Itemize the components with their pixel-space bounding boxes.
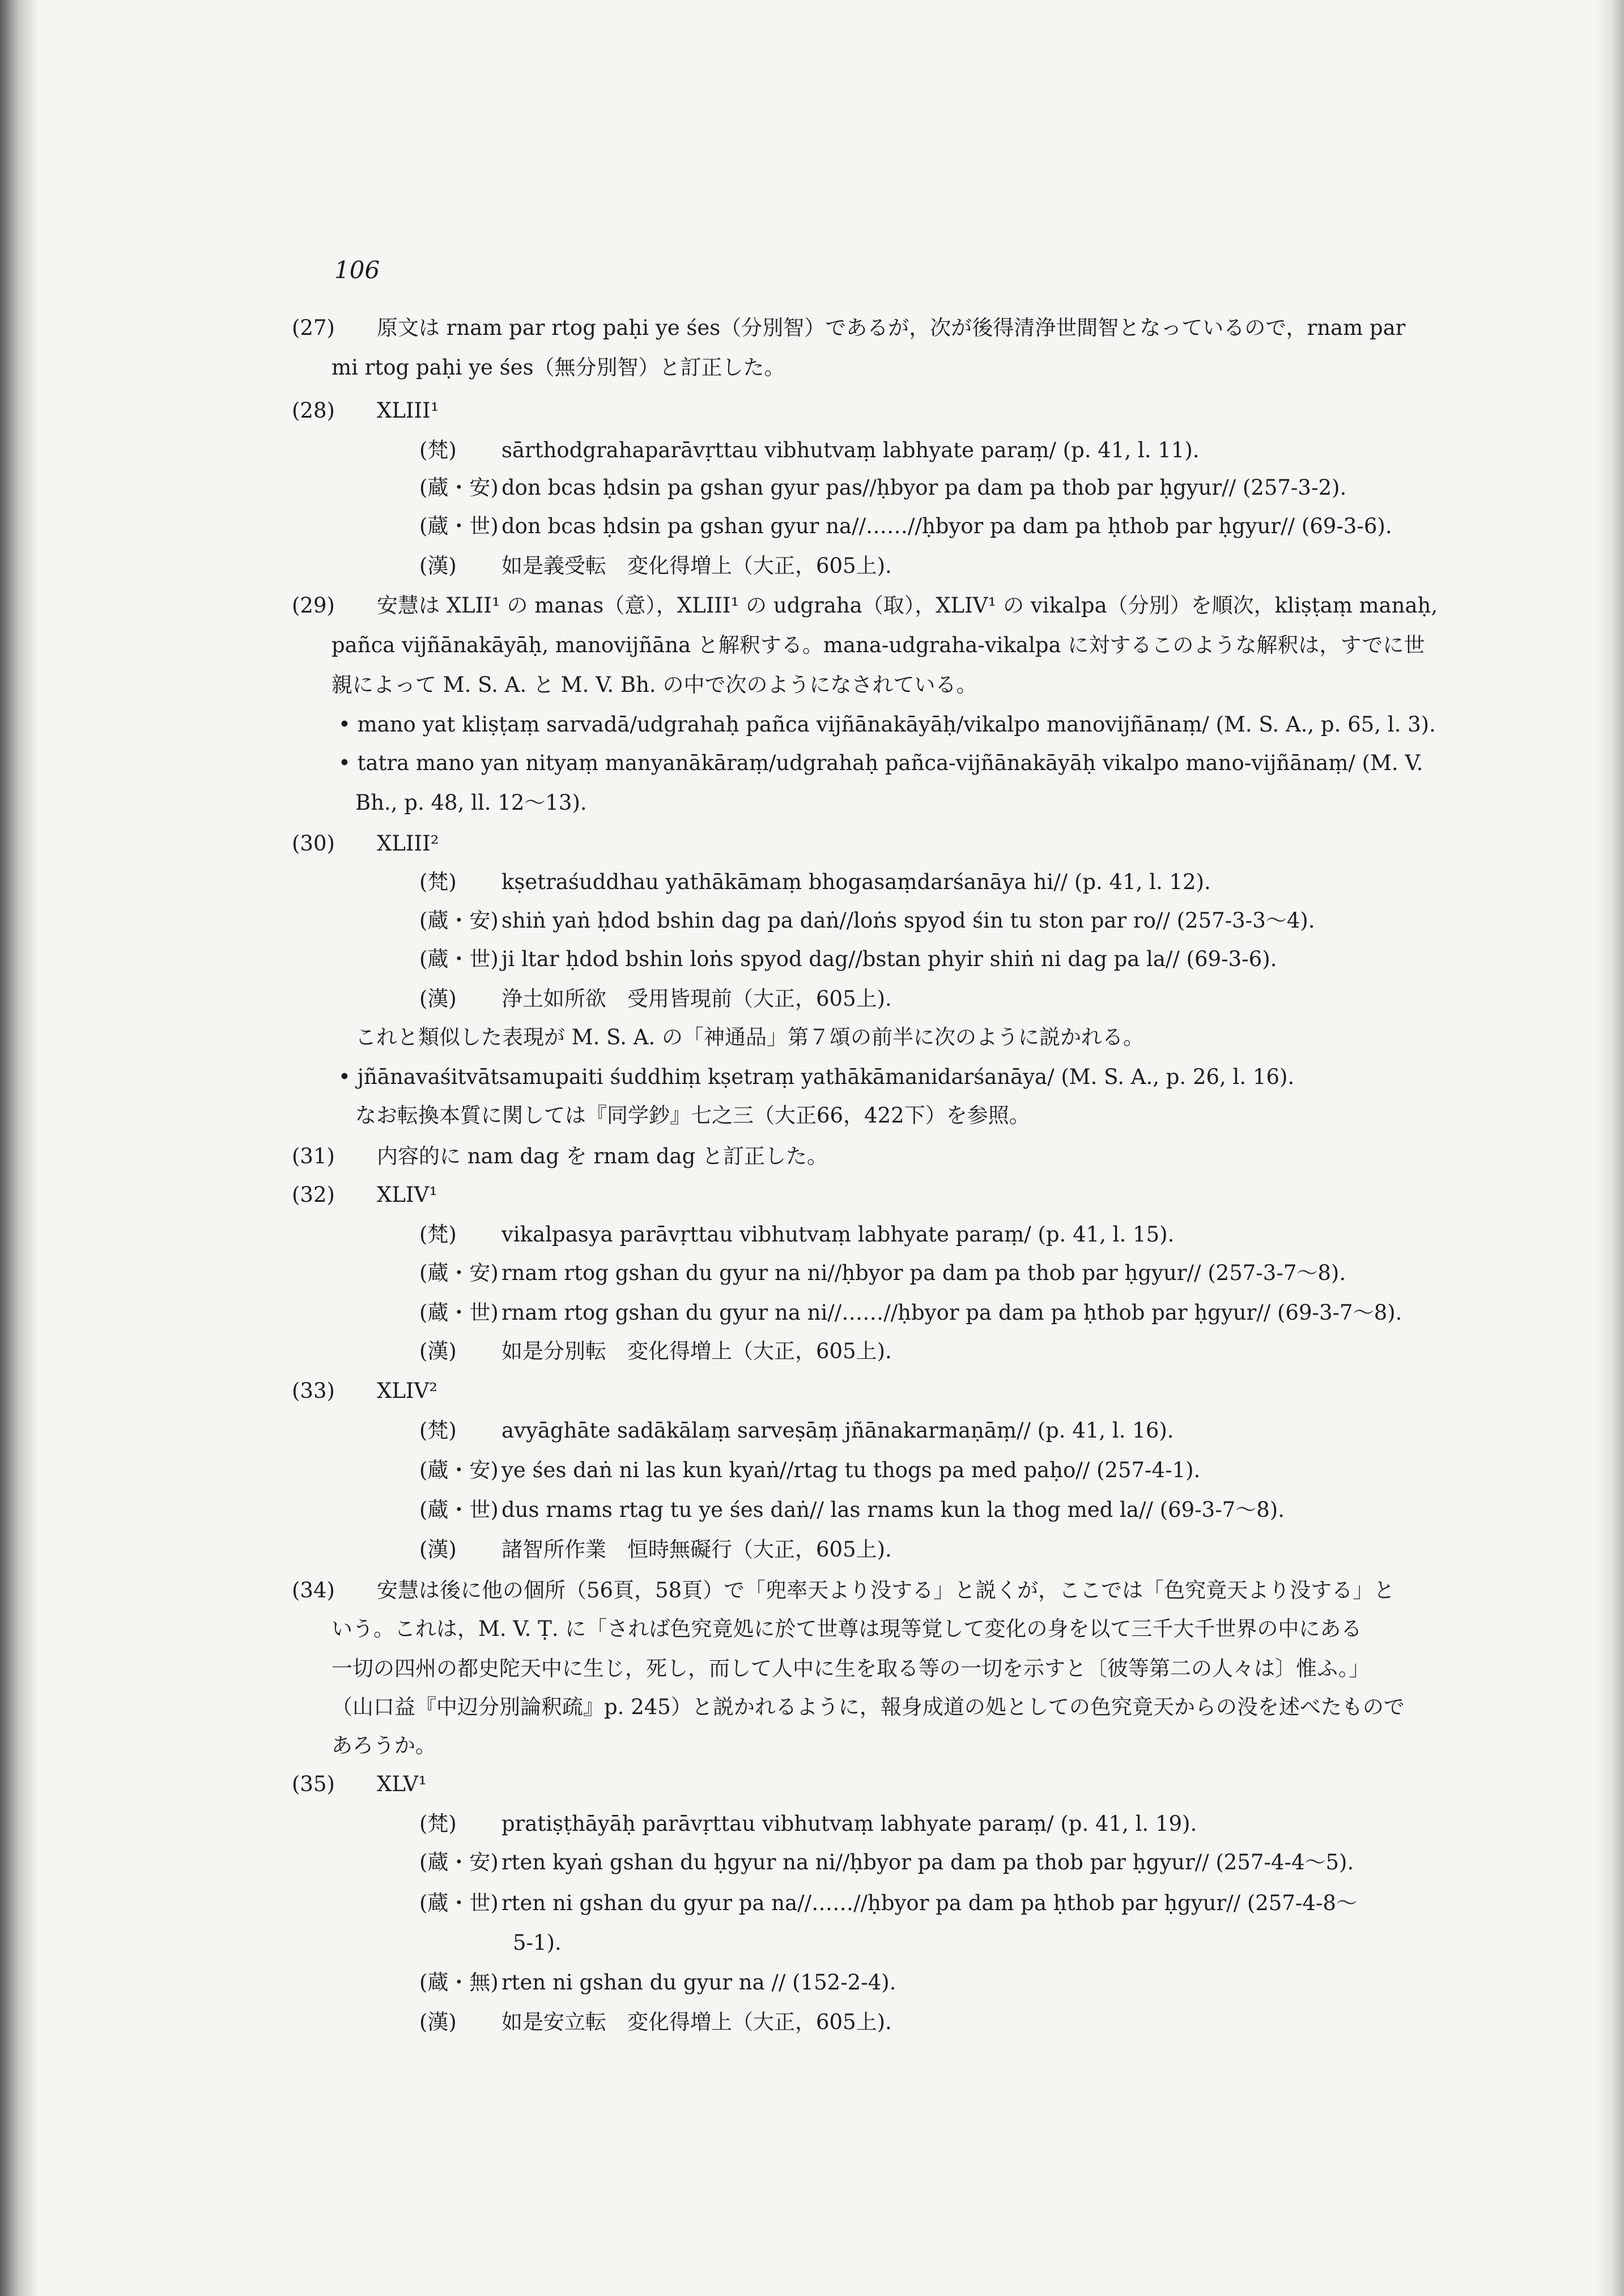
source-text: 浄土如所欲 受用皆現前（大正，605上). (501, 987, 892, 1011)
source-text: don bcas ḥdsin pa gshan gyur pas//ḥbyor pa dam pa thob par ḥgyur// (257-3-2). (501, 475, 1347, 500)
source-text: rten kyaṅ gshan du ḥgyur na ni//ḥbyor pa dam pa thob par ḥgyur// (257-4-4〜5). (501, 1850, 1354, 1874)
note-text: 安慧は XLII¹ の manas（意），XLIII¹ の udgraha（取），XLIV¹ の vikalpa（分別）を順次，kliṣṭaṃ manaḥ, (377, 593, 1438, 618)
source-text: 諸智所作業 恒時無礙行（大正，605上). (501, 1537, 892, 1562)
source-label: (蔵・世) (419, 514, 499, 538)
source-label: (蔵・世) (419, 1300, 499, 1325)
source-label: (蔵・安) (419, 908, 499, 933)
quote-text: • mano yat kliṣṭaṃ sarvadā/udgrahaḥ pañca vijñānakāyāḥ/vikalpo manovijñānaṃ/ (M. S. A., p. 65, l. 3). (338, 712, 1436, 737)
note-text: いう。これは，M. V. Ṭ. に「されば色究竟処に於て世尊は現等覚して変化の身を以て三千大千世界の中にある (331, 1617, 1362, 1641)
source-label: (漢) (419, 2010, 457, 2034)
source-label: (蔵・無) (419, 1970, 499, 1995)
note-number: (35) (292, 1772, 335, 1796)
note-text: あろうか。 (331, 1733, 436, 1758)
note-text: mi rtog paḥi ye śes（無分別智）と訂正した。 (331, 355, 785, 380)
quote-text: • tatra mano yan nityaṃ manyanākāraṃ/udgrahaḥ pañca-vijñānakāyāḥ vikalpo mano-vijñānaṃ/ (M. V. (338, 751, 1423, 775)
note-text: 一切の四州の都史陀天中に生じ，死し，而して人中に生を取る等の一切を示すと〔彼等第二の人々は〕惟ふ。」 (331, 1656, 1370, 1681)
note-text: XLIV² (377, 1379, 438, 1403)
note-text: 内容的に nam dag を rnam dag と訂正した。 (377, 1144, 828, 1168)
quote-text: Bh., p. 48, ll. 12〜13). (355, 790, 587, 815)
source-label: (漢) (419, 1339, 457, 1363)
source-text: avyāghāte sadākālaṃ sarveṣāṃ jñānakarmaṇāṃ// (p. 41, l. 16). (501, 1418, 1174, 1443)
note-text: XLV¹ (377, 1772, 427, 1796)
source-text: don bcas ḥdsin pa gshan gyur na//……//ḥbyor pa dam pa ḥthob par ḥgyur// (69-3-6). (501, 514, 1392, 538)
note-text: 原文は rnam par rtog paḥi ye śes（分別智）であるが，次が後得清浄世間智となっているので，rnam par (377, 316, 1406, 340)
source-label: (漢) (419, 554, 457, 578)
note-text: これと類似した表現が M. S. A. の「神通品」第７頌の前半に次のように説かれる。 (355, 1025, 1144, 1049)
source-text: 如是安立転 変化得増上（大正，605上). (501, 2010, 892, 2034)
note-number: (27) (292, 316, 335, 340)
source-text: dus rnams rtag tu ye śes daṅ// las rnams kun la thog med la// (69-3-7〜8). (501, 1498, 1285, 1522)
source-text: 5-1). (513, 1931, 562, 1955)
source-text: rnam rtog gshan du gyur na ni//……//ḥbyor pa dam pa ḥthob par ḥgyur// (69-3-7〜8). (501, 1300, 1402, 1325)
source-text: vikalpasya parāvṛttau vibhutvaṃ labhyate paraṃ/ (p. 41, l. 15). (501, 1222, 1175, 1247)
note-number: (33) (292, 1379, 335, 1403)
source-text: shiṅ yaṅ ḥdod bshin dag pa daṅ//loṅs spyod śin tu ston par ro// (257-3-3〜4). (501, 908, 1315, 933)
note-text: 安慧は後に他の個所（56頁，58頁）で「兜率天より没する」と説くが，ここでは「色究竟天より没する」と (377, 1578, 1395, 1602)
source-text: 如是分別転 変化得増上（大正，605上). (501, 1339, 892, 1363)
source-label: (漢) (419, 1537, 457, 1562)
note-text: なお転換本質に関しては『同学鈔』七之三（大正66，422下）を参照。 (355, 1103, 1030, 1128)
source-label: (蔵・安) (419, 475, 499, 500)
source-label: (梵) (419, 1222, 457, 1247)
source-label: (蔵・世) (419, 1891, 499, 1915)
source-label: (梵) (419, 870, 457, 894)
source-label: (梵) (419, 1812, 457, 1836)
source-label: (蔵・世) (419, 947, 499, 971)
page-number: 106 (334, 256, 380, 284)
source-text: rten ni gshan du gyur pa na//……//ḥbyor pa dam pa ḥthob par ḥgyur// (257-4-8〜 (501, 1891, 1357, 1915)
note-number: (32) (292, 1183, 335, 1207)
note-number: (34) (292, 1578, 335, 1602)
note-text: 親によって M. S. A. と M. V. Bh. の中で次のようになされている。 (331, 673, 977, 697)
source-label: (蔵・安) (419, 1850, 499, 1874)
source-label: (蔵・安) (419, 1458, 499, 1482)
note-text: XLIII² (377, 831, 439, 856)
source-text: rnam rtog gshan du gyur na ni//ḥbyor pa dam pa thob par ḥgyur// (257-3-7〜8). (501, 1261, 1346, 1285)
scan-edge-left (0, 0, 40, 2296)
source-text: ji ltar ḥdod bshin loṅs spyod dag//bstan phyir shiṅ ni dag pa la// (69-3-6). (501, 947, 1277, 971)
source-text: rten ni gshan du gyur na // (152-2-4). (501, 1970, 896, 1995)
source-text: kṣetraśuddhau yathākāmaṃ bhogasaṃdarśanāya hi// (p. 41, l. 12). (501, 870, 1211, 894)
note-text: （山口益『中辺分別論釈疏』p. 245）と説かれるように，報身成道の処としての色究竟天からの没を述べたもので (331, 1695, 1405, 1719)
source-label: (漢) (419, 987, 457, 1011)
quote-text: • jñānavaśitvātsamupaiti śuddhiṃ kṣetraṃ yathākāmanidarśanāya/ (M. S. A., p. 26, l. 16). (338, 1065, 1295, 1089)
note-number: (30) (292, 831, 335, 856)
source-label: (蔵・世) (419, 1498, 499, 1522)
source-text: pratiṣṭhāyāḥ parāvṛttau vibhutvaṃ labhyate paraṃ/ (p. 41, l. 19). (501, 1812, 1197, 1836)
note-text: XLIV¹ (377, 1183, 438, 1207)
note-text: pañca vijñānakāyāḥ, manovijñāna と解釈する。mana-udgraha-vikalpa に対するこのような解釈は，すでに世 (331, 633, 1425, 657)
note-number: (31) (292, 1144, 335, 1168)
note-number: (29) (292, 593, 335, 618)
source-text: ye śes daṅ ni las kun kyaṅ//rtag tu thogs pa med paḥo// (257-4-1). (501, 1458, 1201, 1482)
source-text: sārthodgrahaparāvṛttau vibhutvaṃ labhyate paraṃ/ (p. 41, l. 11). (501, 438, 1200, 462)
note-text: XLIII¹ (377, 398, 439, 423)
scan-edge-right (1596, 0, 1624, 2296)
source-label: (梵) (419, 1418, 457, 1443)
source-text: 如是義受転 変化得増上（大正，605上). (501, 554, 892, 578)
source-label: (梵) (419, 438, 457, 462)
source-label: (蔵・安) (419, 1261, 499, 1285)
note-number: (28) (292, 398, 335, 423)
